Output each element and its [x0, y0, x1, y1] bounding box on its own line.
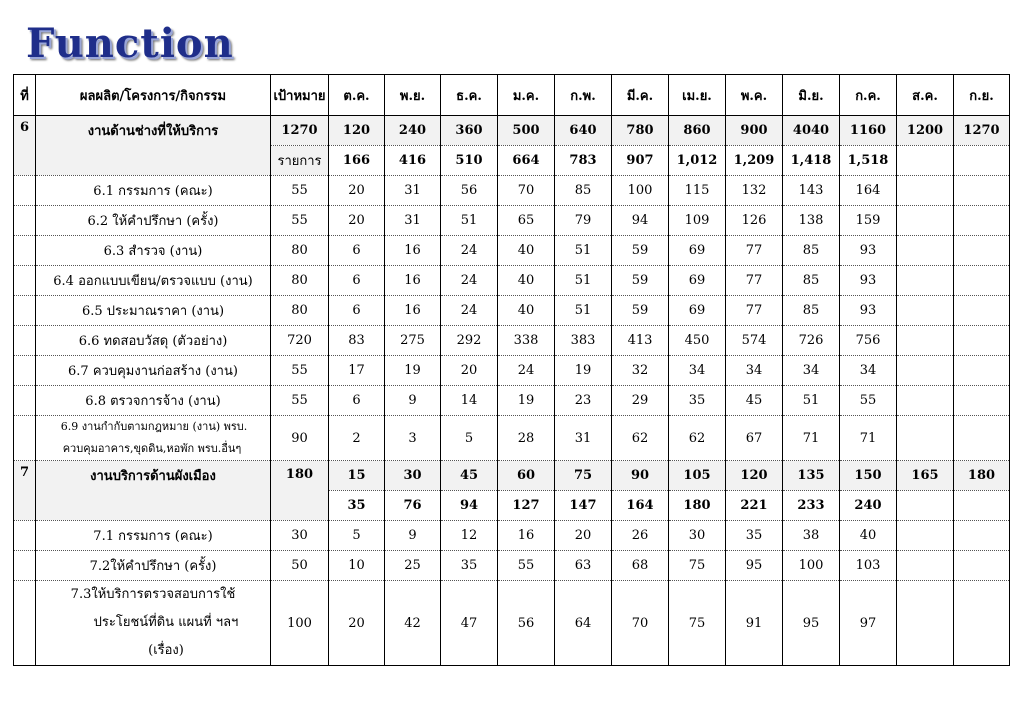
month-value: 94: [612, 206, 669, 236]
month-value: [897, 206, 954, 236]
month-value: 59: [612, 296, 669, 326]
item-target: 55: [271, 386, 329, 416]
month-value: [954, 176, 1010, 206]
header-target: เป้าหมาย: [271, 75, 329, 116]
month-value: 93: [840, 296, 897, 326]
month-value: 56: [498, 581, 555, 666]
month-value: 127: [498, 491, 555, 521]
month-value: 79: [555, 206, 612, 236]
month-value: 15: [329, 461, 385, 491]
item-name: 6.1 กรรมการ (คณะ): [36, 176, 271, 206]
month-value: 103: [840, 551, 897, 581]
month-value: 5: [441, 416, 498, 461]
table-row: [14, 176, 1010, 206]
month-value: 75: [555, 461, 612, 491]
month-value: 25: [385, 551, 441, 581]
month-value: 360: [441, 116, 498, 146]
month-value: 150: [840, 461, 897, 491]
month-value: 31: [385, 206, 441, 236]
month-value: 70: [612, 581, 669, 666]
month-value: 6: [329, 236, 385, 266]
month-value: 664: [498, 146, 555, 176]
table-row: [14, 236, 1010, 266]
month-value: [897, 581, 954, 666]
header-month: มิ.ย.: [783, 75, 840, 116]
month-value: [954, 146, 1010, 176]
item-name: 6.2 ให้คำปรึกษา (ครั้ง): [36, 206, 271, 236]
month-value: 55: [840, 386, 897, 416]
month-value: 5: [329, 521, 385, 551]
month-value: 31: [555, 416, 612, 461]
month-value: [954, 551, 1010, 581]
item-target: 50: [271, 551, 329, 581]
month-value: [954, 236, 1010, 266]
month-value: 16: [498, 521, 555, 551]
month-value: 143: [783, 176, 840, 206]
month-value: 67: [726, 416, 783, 461]
month-value: 95: [726, 551, 783, 581]
table-row: [14, 521, 1010, 551]
month-value: 19: [498, 386, 555, 416]
month-value: 780: [612, 116, 669, 146]
month-value: 20: [329, 581, 385, 666]
month-value: 62: [612, 416, 669, 461]
item-target: 80: [271, 296, 329, 326]
month-value: 45: [726, 386, 783, 416]
item-name-line3: (เรื่อง): [148, 643, 184, 658]
month-value: 275: [385, 326, 441, 356]
month-value: 1,518: [840, 146, 897, 176]
month-value: 383: [555, 326, 612, 356]
item-name-line1: 6.9 งานกำกับตามกฎหมาย (งาน) พรบ.: [60, 420, 248, 433]
month-value: 120: [726, 461, 783, 491]
month-value: 109: [669, 206, 726, 236]
month-value: 783: [555, 146, 612, 176]
item-target: 55: [271, 206, 329, 236]
no-cell: [14, 296, 36, 326]
month-value: [954, 206, 1010, 236]
month-value: 159: [840, 206, 897, 236]
month-value: 76: [385, 491, 441, 521]
table-row: [14, 326, 1010, 356]
month-value: 35: [726, 521, 783, 551]
month-value: 47: [441, 581, 498, 666]
month-value: 500: [498, 116, 555, 146]
no-cell: [14, 581, 36, 666]
header-row: [14, 75, 1010, 116]
month-value: 726: [783, 326, 840, 356]
month-value: 221: [726, 491, 783, 521]
month-value: 51: [555, 266, 612, 296]
item-target: 100: [271, 581, 329, 666]
month-value: 77: [726, 236, 783, 266]
header-month: ก.พ.: [555, 75, 612, 116]
month-value: 69: [669, 296, 726, 326]
month-value: 51: [555, 236, 612, 266]
header-month: พ.ค.: [726, 75, 783, 116]
month-value: 20: [329, 206, 385, 236]
month-value: 105: [669, 461, 726, 491]
header-no: ที่: [14, 75, 36, 116]
month-value: 19: [385, 356, 441, 386]
page-title: Function: [26, 20, 234, 67]
item-target: 80: [271, 236, 329, 266]
header-month: เม.ย.: [669, 75, 726, 116]
no-cell: [14, 266, 36, 296]
month-value: 71: [783, 416, 840, 461]
no-cell: [14, 206, 36, 236]
month-value: 20: [441, 356, 498, 386]
month-value: 4040: [783, 116, 840, 146]
month-value: [897, 491, 954, 521]
month-value: 59: [612, 266, 669, 296]
month-value: 1200: [897, 116, 954, 146]
month-value: 16: [385, 296, 441, 326]
item-name: 6.8 ตรวจการจ้าง (งาน): [36, 386, 271, 416]
month-value: 51: [555, 296, 612, 326]
month-value: 756: [840, 326, 897, 356]
month-value: 20: [555, 521, 612, 551]
month-value: [954, 521, 1010, 551]
month-value: 51: [783, 386, 840, 416]
month-value: 91: [726, 581, 783, 666]
month-value: 115: [669, 176, 726, 206]
item-target: 55: [271, 356, 329, 386]
month-value: 860: [669, 116, 726, 146]
month-value: 9: [385, 386, 441, 416]
month-value: 34: [783, 356, 840, 386]
month-value: 126: [726, 206, 783, 236]
no-cell: 6: [14, 116, 36, 176]
month-value: 62: [669, 416, 726, 461]
item-name: 7.2ให้คำปรึกษา (ครั้ง): [36, 551, 271, 581]
month-value: 95: [783, 581, 840, 666]
month-value: 6: [329, 386, 385, 416]
month-value: 23: [555, 386, 612, 416]
month-value: 28: [498, 416, 555, 461]
table-row: [14, 386, 1010, 416]
month-value: 6: [329, 296, 385, 326]
month-value: 180: [954, 461, 1010, 491]
month-value: [897, 176, 954, 206]
month-value: 1,418: [783, 146, 840, 176]
month-value: 10: [329, 551, 385, 581]
item-name: 6.3 สำรวจ (งาน): [36, 236, 271, 266]
item-name-line1: 7.3ให้บริการตรวจสอบการใช้: [70, 587, 236, 602]
item-target: 55: [271, 176, 329, 206]
month-value: 100: [783, 551, 840, 581]
table-row: [14, 356, 1010, 386]
month-value: 65: [498, 206, 555, 236]
month-value: 32: [612, 356, 669, 386]
month-value: 93: [840, 266, 897, 296]
month-value: 166: [329, 146, 385, 176]
month-value: [954, 386, 1010, 416]
month-value: 292: [441, 326, 498, 356]
month-value: 30: [385, 461, 441, 491]
section-6-plan-row: [14, 116, 1010, 146]
month-value: 135: [783, 461, 840, 491]
item-target: 80: [271, 266, 329, 296]
month-value: [954, 416, 1010, 461]
month-value: 34: [726, 356, 783, 386]
no-cell: [14, 236, 36, 266]
item-name: 6.4 ออกแบบเขียน/ตรวจแบบ (งาน): [36, 266, 271, 296]
month-value: 63: [555, 551, 612, 581]
month-value: 132: [726, 176, 783, 206]
month-value: 164: [840, 176, 897, 206]
month-value: 147: [555, 491, 612, 521]
item-name-line2: ควบคุมอาคาร,ขุดดิน,หอพัก พรบ.อื่นๆ: [62, 442, 242, 455]
month-value: 416: [385, 146, 441, 176]
month-value: 16: [385, 236, 441, 266]
month-value: 14: [441, 386, 498, 416]
item-name: 6.7 ควบคุมงานก่อสร้าง (งาน): [36, 356, 271, 386]
month-value: 94: [441, 491, 498, 521]
section-6-target: 1270: [271, 116, 329, 146]
section-7-plan-row: [14, 461, 1010, 491]
month-value: [954, 491, 1010, 521]
month-value: 338: [498, 326, 555, 356]
month-value: 68: [612, 551, 669, 581]
no-cell: [14, 356, 36, 386]
month-value: 640: [555, 116, 612, 146]
month-value: 233: [783, 491, 840, 521]
month-value: [897, 236, 954, 266]
header-month: ต.ค.: [329, 75, 385, 116]
month-value: 450: [669, 326, 726, 356]
month-value: 69: [669, 266, 726, 296]
month-value: 24: [498, 356, 555, 386]
month-value: 42: [385, 581, 441, 666]
month-value: [954, 326, 1010, 356]
item-name: 6.6 ทดสอบวัสดุ (ตัวอย่าง): [36, 326, 271, 356]
no-cell: [14, 386, 36, 416]
table-row: [14, 551, 1010, 581]
table-row: [14, 416, 1010, 461]
no-cell: รายการ: [271, 146, 329, 176]
month-value: 40: [840, 521, 897, 551]
month-value: 240: [385, 116, 441, 146]
month-value: 45: [441, 461, 498, 491]
month-value: 77: [726, 296, 783, 326]
item-target: 90: [271, 416, 329, 461]
table-row: [14, 581, 1010, 666]
month-value: 75: [669, 551, 726, 581]
no-cell: 7: [14, 461, 36, 521]
section-7-name: งานบริการด้านผังเมือง: [36, 461, 271, 521]
header-name: ผลผลิต/โครงการ/กิจกรรม: [36, 75, 271, 116]
month-value: [897, 416, 954, 461]
month-value: [897, 386, 954, 416]
month-value: [954, 266, 1010, 296]
table-row: [14, 296, 1010, 326]
no-cell: 35: [329, 491, 385, 521]
month-value: [897, 296, 954, 326]
month-value: 17: [329, 356, 385, 386]
month-value: [954, 356, 1010, 386]
month-value: 85: [783, 266, 840, 296]
month-value: [897, 521, 954, 551]
month-value: 164: [612, 491, 669, 521]
item-name: 7.1 กรรมการ (คณะ): [36, 521, 271, 551]
item-target: 720: [271, 326, 329, 356]
month-value: 85: [783, 236, 840, 266]
month-value: 510: [441, 146, 498, 176]
month-value: 16: [385, 266, 441, 296]
month-value: 40: [498, 296, 555, 326]
section-7-target: 180: [271, 461, 329, 521]
header-month: พ.ย.: [385, 75, 441, 116]
item-name: 6.5 ประมาณราคา (งาน): [36, 296, 271, 326]
section-6-name: งานด้านช่างที่ให้บริการ: [36, 116, 271, 176]
month-value: 93: [840, 236, 897, 266]
month-value: 3: [385, 416, 441, 461]
month-value: 413: [612, 326, 669, 356]
month-value: [897, 356, 954, 386]
no-cell: [14, 416, 36, 461]
month-value: 165: [897, 461, 954, 491]
month-value: 34: [840, 356, 897, 386]
month-value: 71: [840, 416, 897, 461]
month-value: 85: [783, 296, 840, 326]
month-value: 64: [555, 581, 612, 666]
month-value: [897, 266, 954, 296]
item-target: 30: [271, 521, 329, 551]
month-value: 40: [498, 236, 555, 266]
month-value: 24: [441, 236, 498, 266]
month-value: [897, 551, 954, 581]
month-value: 1,209: [726, 146, 783, 176]
month-value: 60: [498, 461, 555, 491]
month-value: 180: [669, 491, 726, 521]
month-value: 40: [498, 266, 555, 296]
month-value: 12: [441, 521, 498, 551]
no-cell: [14, 326, 36, 356]
month-value: 51: [441, 206, 498, 236]
month-value: 83: [329, 326, 385, 356]
table-row: [14, 206, 1010, 236]
month-value: 31: [385, 176, 441, 206]
month-value: 97: [840, 581, 897, 666]
month-value: 24: [441, 296, 498, 326]
function-table: [13, 74, 1010, 666]
table-row: [14, 266, 1010, 296]
no-cell: [14, 551, 36, 581]
month-value: 56: [441, 176, 498, 206]
month-value: 55: [498, 551, 555, 581]
month-value: 1160: [840, 116, 897, 146]
header-month: ส.ค.: [897, 75, 954, 116]
month-value: [897, 326, 954, 356]
month-value: 75: [669, 581, 726, 666]
month-value: 24: [441, 266, 498, 296]
month-value: [954, 296, 1010, 326]
month-value: 35: [669, 386, 726, 416]
header-month: ม.ค.: [498, 75, 555, 116]
month-value: 90: [612, 461, 669, 491]
month-value: 120: [329, 116, 385, 146]
item-name-line2: ประโยชน์ที่ดิน แผนที่ ฯลฯ: [93, 615, 239, 630]
month-value: 59: [612, 236, 669, 266]
header-month: ก.ค.: [840, 75, 897, 116]
header-month: ธ.ค.: [441, 75, 498, 116]
month-value: 19: [555, 356, 612, 386]
month-value: 29: [612, 386, 669, 416]
month-value: 30: [669, 521, 726, 551]
no-cell: [14, 521, 36, 551]
month-value: 70: [498, 176, 555, 206]
header-month: ก.ย.: [954, 75, 1010, 116]
no-cell: [14, 176, 36, 206]
month-value: 77: [726, 266, 783, 296]
month-value: 240: [840, 491, 897, 521]
month-value: 1270: [954, 116, 1010, 146]
month-value: [897, 146, 954, 176]
month-value: 26: [612, 521, 669, 551]
month-value: 574: [726, 326, 783, 356]
month-value: 6: [329, 266, 385, 296]
month-value: 35: [441, 551, 498, 581]
month-value: 9: [385, 521, 441, 551]
header-month: มี.ค.: [612, 75, 669, 116]
month-value: 1,012: [669, 146, 726, 176]
month-value: 85: [555, 176, 612, 206]
month-value: [954, 581, 1010, 666]
month-value: 34: [669, 356, 726, 386]
month-value: 20: [329, 176, 385, 206]
month-value: 2: [329, 416, 385, 461]
month-value: 900: [726, 116, 783, 146]
month-value: 907: [612, 146, 669, 176]
month-value: 38: [783, 521, 840, 551]
month-value: 69: [669, 236, 726, 266]
month-value: 100: [612, 176, 669, 206]
month-value: 138: [783, 206, 840, 236]
